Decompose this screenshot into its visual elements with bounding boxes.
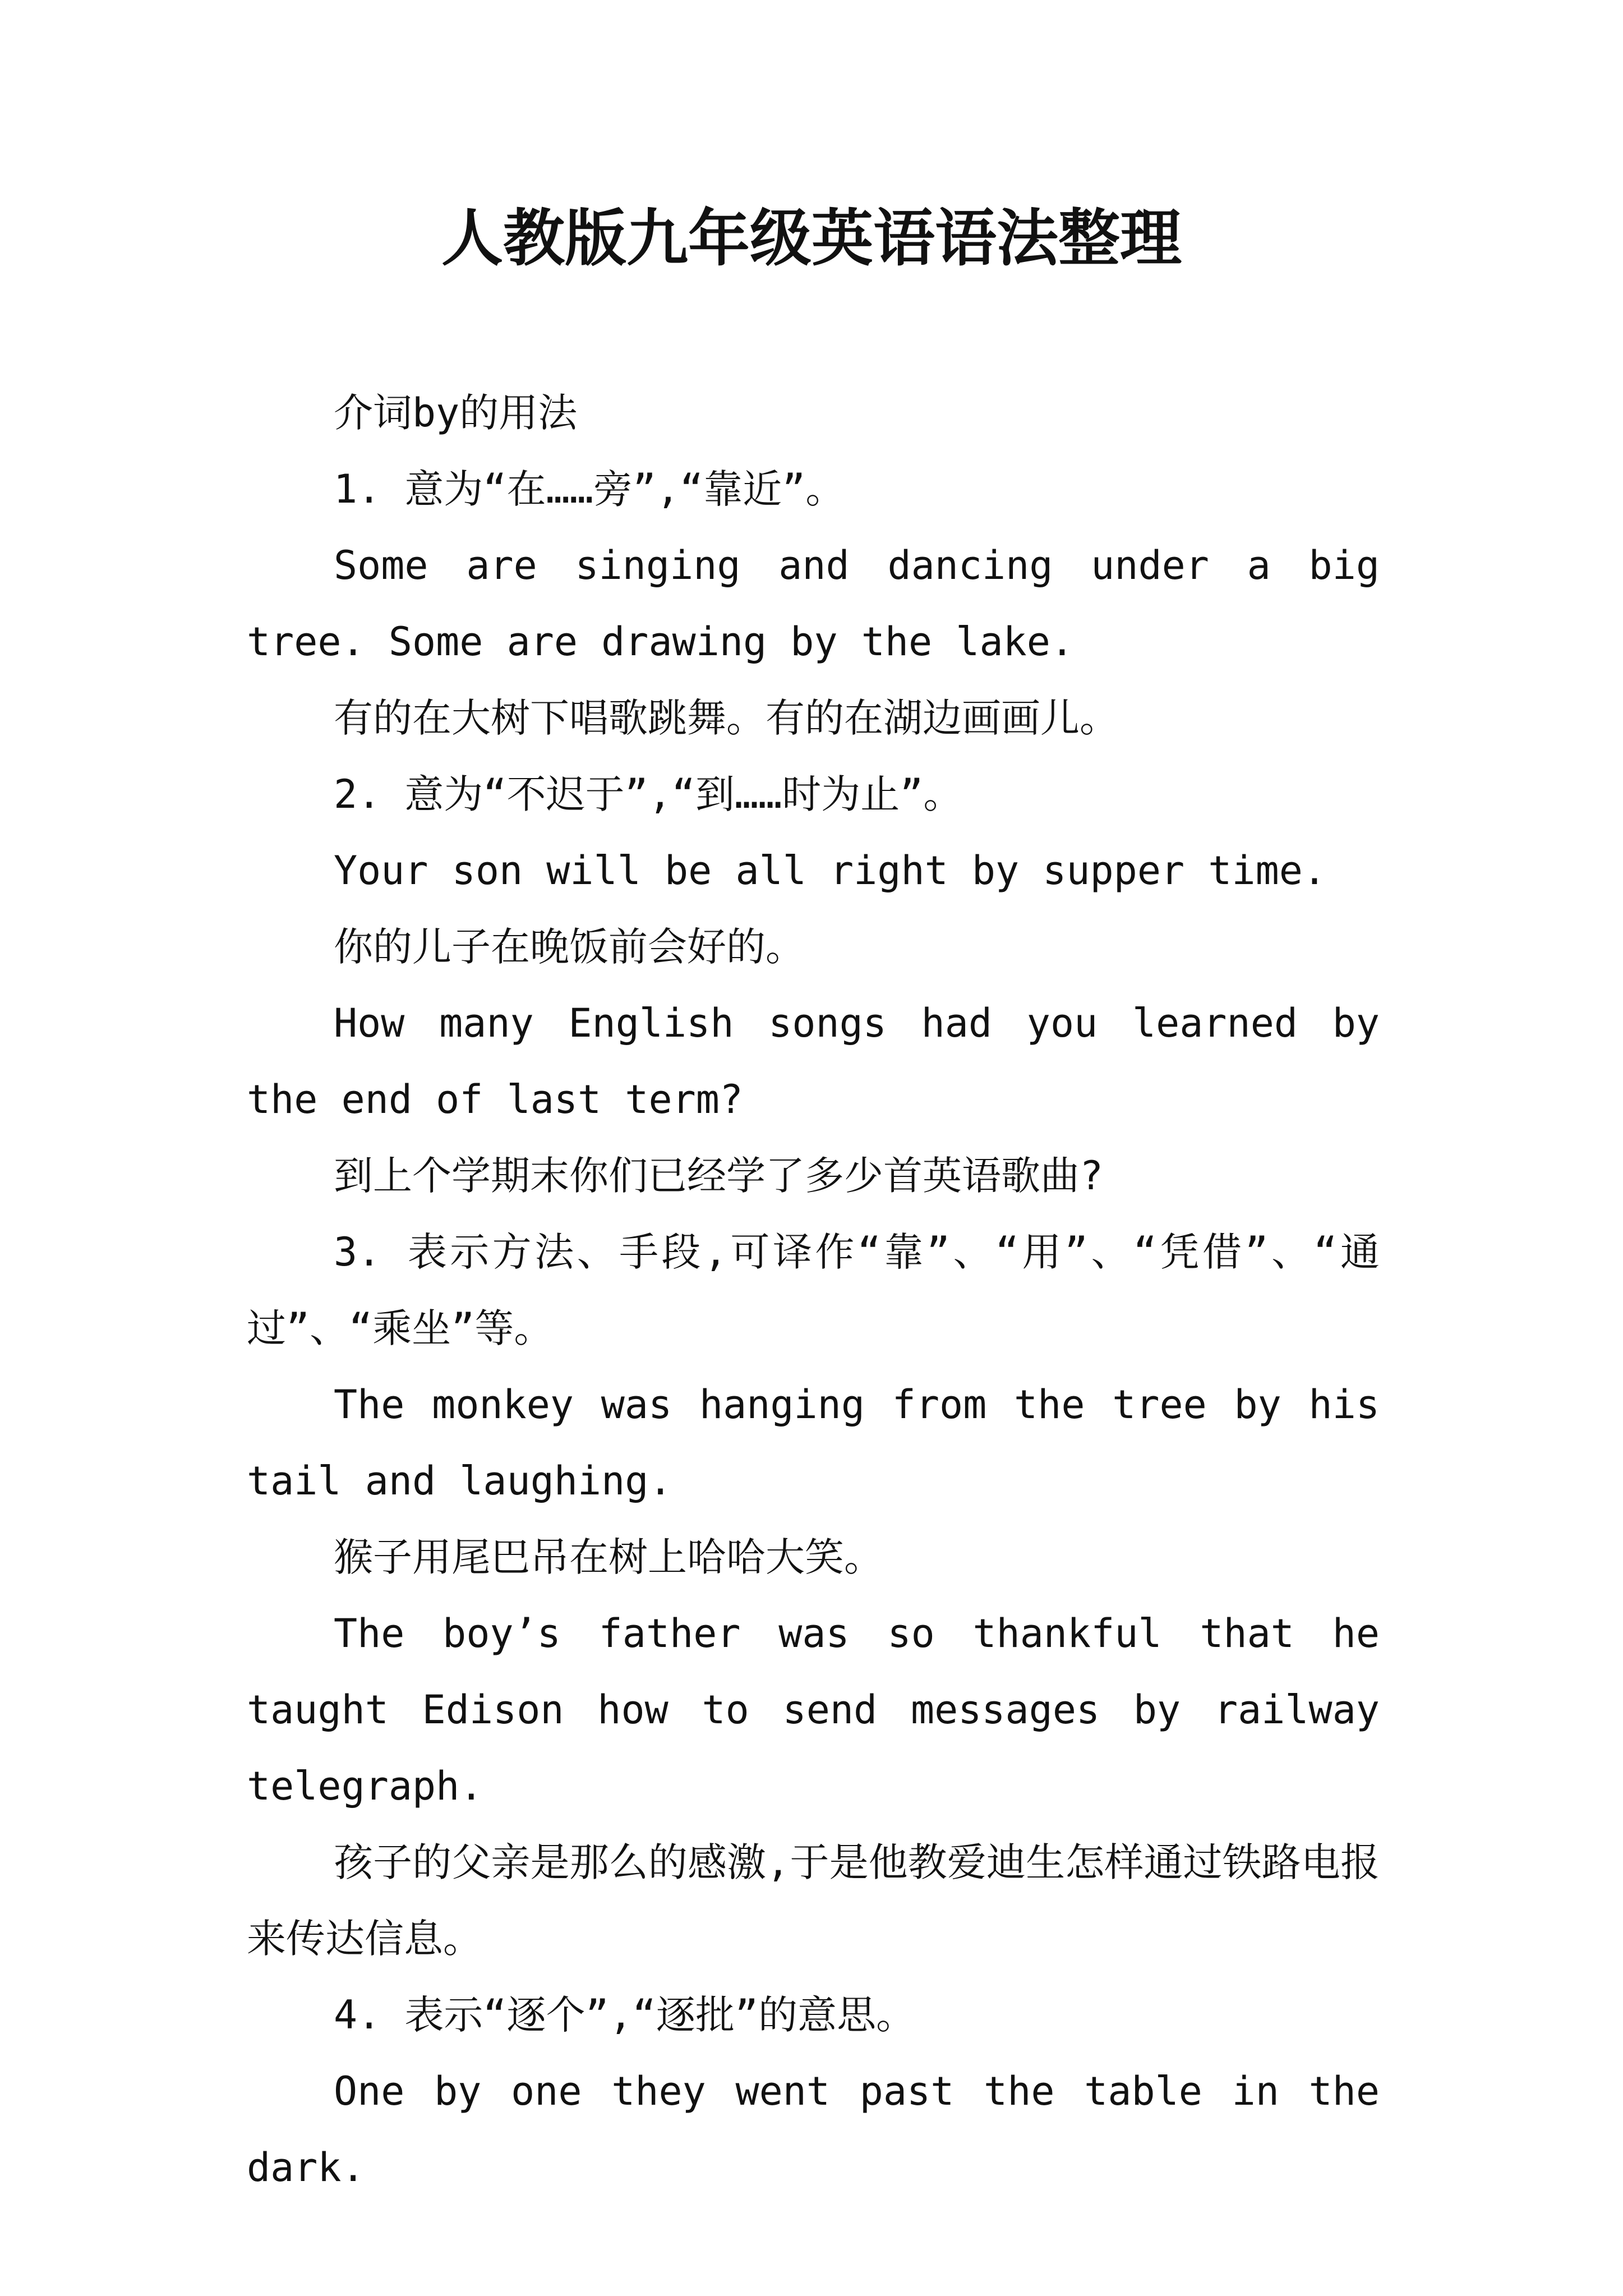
example-english: The monkey was hanging from the tree by his tail and laughing.: [247, 1382, 1380, 1504]
example-english: How many English songs had you learned by the end of last term?: [247, 1000, 1380, 1122]
example-english: Your son will be all right by supper time.: [334, 848, 1327, 894]
example-translation: 猴子用尾巴吊在树上哈哈大笑。: [334, 1534, 883, 1580]
usage-point-3: 3. 表示方法、手段,可译作“靠”、“用”、“凭借”、“通过”、“乘坐”等。: [247, 1229, 1380, 1351]
example-translation: 你的儿子在晚饭前会好的。: [334, 924, 805, 970]
example-english: The boy’s father was so thankful that he taught Edison how to send messages by railway telegraph.: [247, 1611, 1380, 1809]
document-title: 人教版九年级英语语法整理: [441, 202, 1182, 274]
example-translation: 孩子的父亲是那么的感激,于是他教爱迪生怎样通过铁路电报来传达信息。: [247, 1839, 1380, 1962]
usage-point-2: 2. 意为“不迟于”,“到……时为止”。: [334, 771, 963, 817]
example-translation: 有的在大树下唱歌跳舞。有的在湖边画画儿。: [334, 695, 1119, 741]
usage-point-4: 4. 表示“逐个”,“逐批”的意思。: [334, 1992, 916, 2038]
example-english: One by one they went past the table in the dark.: [247, 2068, 1380, 2191]
example-english: Some are singing and dancing under a big tree. Some are drawing by the lake.: [247, 542, 1380, 665]
usage-point-1: 1. 意为“在……旁”,“靠近”。: [334, 466, 845, 512]
section-heading: 介词by的用法: [334, 390, 578, 436]
example-translation: 到上个学期末你们已经学了多少首英语歌曲?: [334, 1153, 1104, 1199]
document-body: [247, 375, 1380, 2206]
